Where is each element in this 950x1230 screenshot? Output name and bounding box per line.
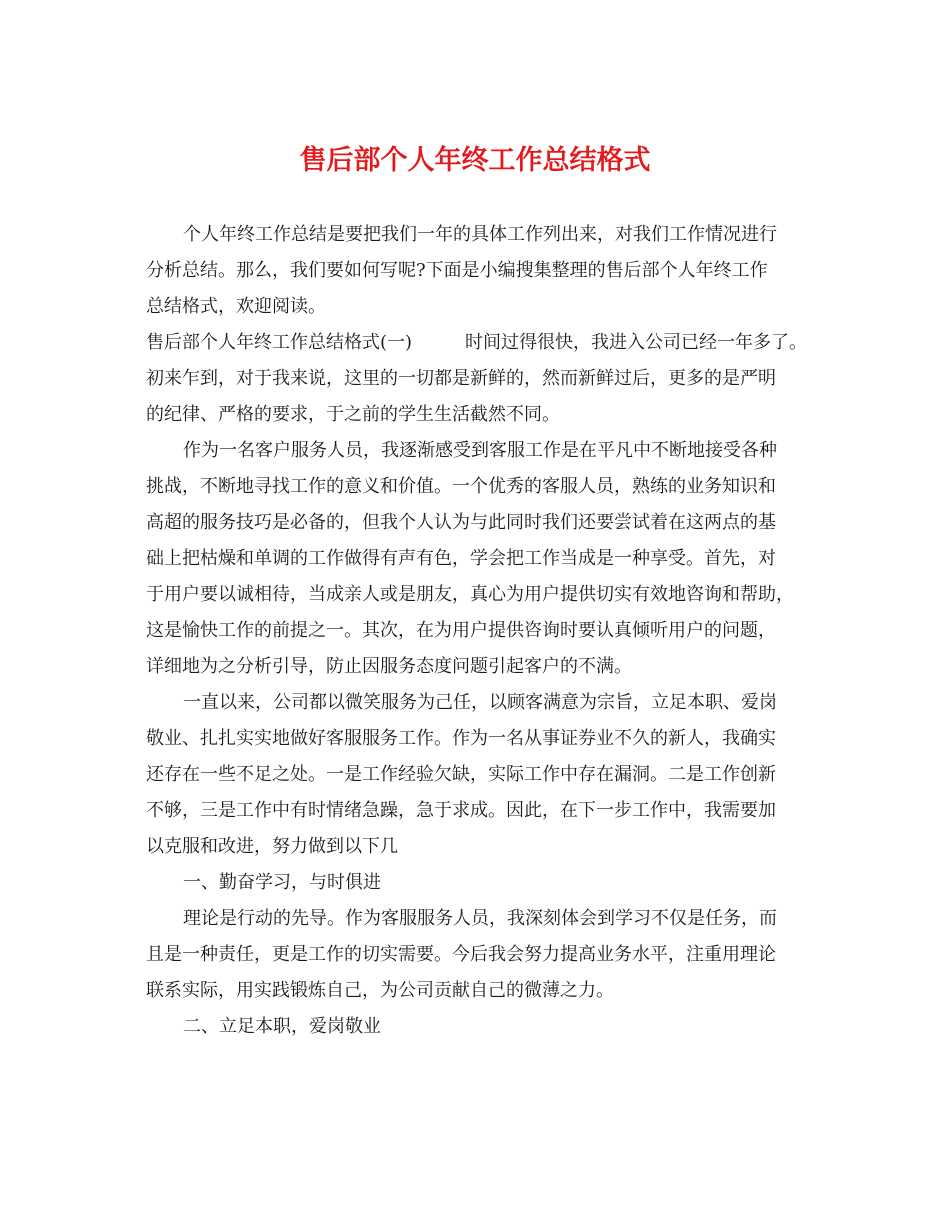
subheading: 一、勤奋学习，与时俱进 (183, 872, 381, 893)
paragraph-line: 于用户要以诚相待，当成亲人或是朋友，真心为用户提供切实有效地咨询和帮助， (146, 584, 794, 605)
section-heading: 售后部个人年终工作总结格式(一) (146, 332, 413, 353)
paragraph-line: 一直以来，公司都以微笑服务为己任，以顾客满意为宗旨，立足本职、爱岗 (183, 692, 777, 713)
paragraph-line: 的纪律、严格的要求，于之前的学生生活截然不同。 (146, 404, 560, 425)
paragraph-line: 详细地为之分析引导，防止因服务态度问题引起客户的不满。 (146, 656, 632, 677)
paragraph-line: 这是愉快工作的前提之一。其次，在为用户提供咨询时要认真倾听用户的问题， (146, 620, 776, 641)
paragraph-line: 时间过得很快，我进入公司已经一年多了。 (465, 332, 807, 353)
paragraph-line: 个人年终工作总结是要把我们一年的具体工作列出来，对我们工作情况进行 (183, 224, 777, 245)
paragraph-line: 分析总结。那么，我们要如何写呢?下面是小编搜集整理的售后部个人年终工作 (146, 260, 768, 281)
paragraph-line: 敬业、扎扎实实地做好客服服务工作。作为一名从事证券业不久的新人，我确实 (146, 728, 776, 749)
paragraph-line: 初来乍到，对于我来说，这里的一切都是新鲜的，然而新鲜过后，更多的是严明 (146, 368, 776, 389)
document-title: 售后部个人年终工作总结格式 (299, 145, 651, 176)
paragraph-line: 理论是行动的先导。作为客服服务人员，我深刻体会到学习不仅是任务，而 (183, 908, 777, 929)
paragraph-line: 础上把枯燥和单调的工作做得有声有色，学会把工作当成是一种享受。首先，对 (146, 548, 776, 569)
paragraph-line: 以克服和改进，努力做到以下几 (146, 836, 398, 857)
paragraph-line: 挑战，不断地寻找工作的意义和价值。一个优秀的客服人员，熟练的业务知识和 (146, 476, 776, 497)
paragraph-line: 高超的服务技巧是必备的，但我个人认为与此同时我们还要尝试着在这两点的基 (146, 512, 776, 533)
paragraph-line: 不够，三是工作中有时情绪急躁，急于求成。因此，在下一步工作中，我需要加 (146, 800, 776, 821)
subheading: 二、立足本职，爱岗敬业 (183, 1016, 381, 1037)
paragraph-line: 还存在一些不足之处。一是工作经验欠缺，实际工作中存在漏洞。二是工作创新 (146, 764, 776, 785)
paragraph-line: 且是一种责任，更是工作的切实需要。今后我会努力提高业务水平，注重用理论 (146, 944, 776, 965)
paragraph-line: 总结格式，欢迎阅读。 (146, 296, 326, 317)
paragraph-line: 作为一名客户服务人员，我逐渐感受到客服工作是在平凡中不断地接受各种 (183, 440, 777, 461)
paragraph-line: 联系实际，用实践锻炼自己，为公司贡献自己的微薄之力。 (146, 980, 614, 1001)
